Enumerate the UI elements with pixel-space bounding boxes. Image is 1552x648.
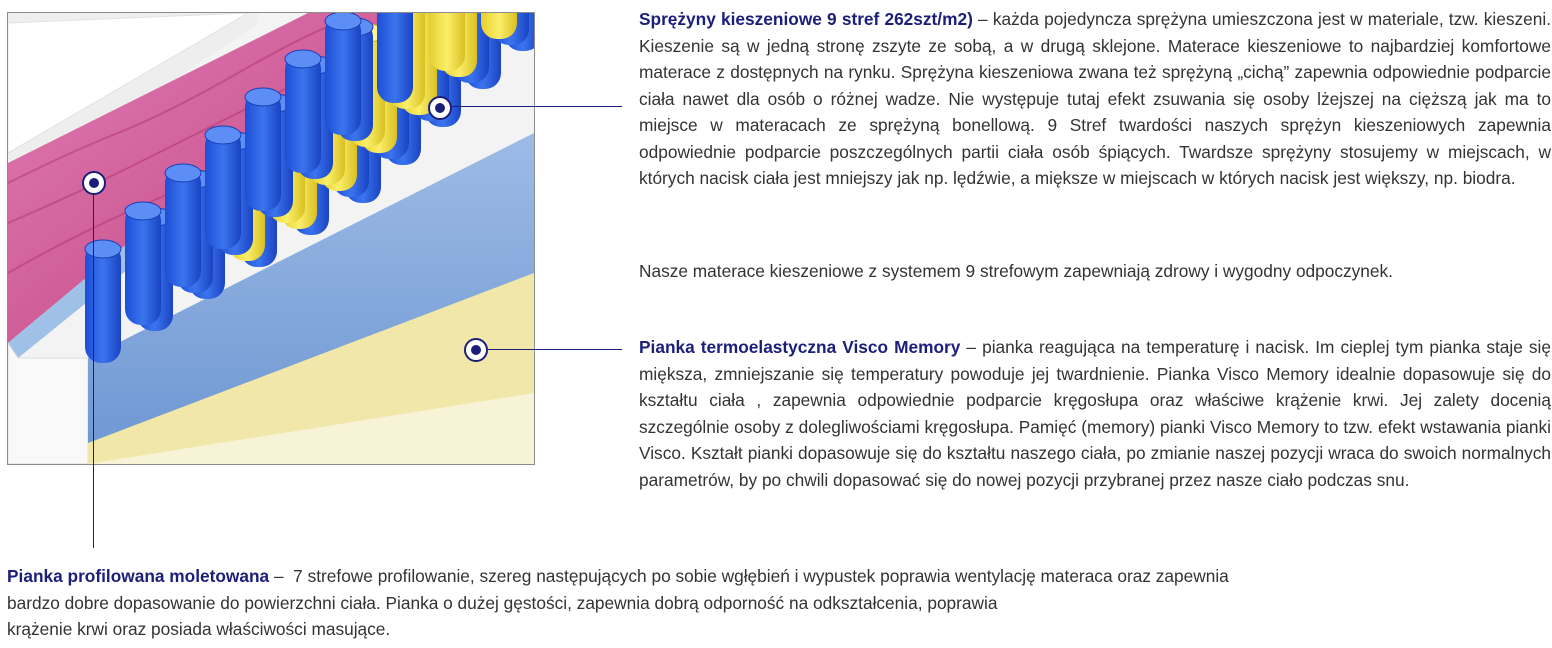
visco-body: pianka reagująca na temperaturę i nacisk. Im cieplej tym pianka staje się miększa, zmniejszanie się temperatury powoduje jej twardnienie. Pianka Visco Memory idealnie dopasowuje się do kształtu ciała , zapewnia odpowiednie podparcie kręgosłupa oraz właściwe krążenie krwi. Jej zalety docenią szczególnie osoby z dolegliwościami kręgosłupa. Pamięć (memory) pianki Visco Memory to tzw. efekt wstawania pianki Visco. Kształt pianki dopasowuje się do kształtu naszego ciała, po zmianie naszej pozycji wraca do swoich normalnych parametrów, by po chwili dopasować się do nowej pozycji przybranej przez nasze ciało podczas snu. <box>639 337 1551 490</box>
springs-dash: – <box>972 9 993 29</box>
spring-column <box>325 15 361 135</box>
springs-title: Sprężyny kieszeniowe 9 stref 262szt/m2) <box>639 9 973 29</box>
spring-top <box>325 13 361 30</box>
spring-column <box>285 53 321 173</box>
marker-visco <box>465 339 487 361</box>
spring-column <box>125 205 161 325</box>
profiled-foam-body-line1: 7 strefowe profilowanie, szereg następujących po sobie wgłębień i wypustek poprawia wentylację materaca oraz zapewnia <box>293 566 1229 586</box>
spring-column <box>165 167 201 287</box>
spring-column <box>85 243 121 363</box>
marker-profiled-foam <box>83 172 105 194</box>
spring-top <box>285 50 321 68</box>
callout-line-springs <box>452 106 622 107</box>
springs-description <box>639 6 1551 192</box>
profiled-foam-dash: – <box>269 566 294 586</box>
profiled-foam-body-line2: bardzo dobre dopasowanie do powierzchni ciała. Pianka o dużej gęstości, zapewnia dobrą odporność na odkształcenia, poprawia <box>7 592 998 613</box>
mattress-cross-section-image <box>7 12 535 465</box>
spring-column <box>205 129 241 249</box>
springs-summary: Nasze materace kieszeniowe z systemem 9 strefowym zapewniają zdrowy i wygodny odpoczynek. <box>639 261 1393 281</box>
callout-line-profiled <box>93 193 94 548</box>
profiled-foam-body-line3: krążenie krwi oraz posiada właściwości masujące. <box>7 619 391 639</box>
spring-top <box>205 126 241 144</box>
marker-springs <box>429 97 451 119</box>
visco-title: Pianka termoelastyczna Visco Memory <box>639 337 961 357</box>
spring-top <box>245 88 281 106</box>
spring-top <box>165 164 201 182</box>
spring-column <box>245 91 281 211</box>
spring-top <box>85 240 121 258</box>
springs-body: każda pojedyncza sprężyna umieszczona jest w materiale, tzw. kieszeni. Kieszenie są w jedną stronę zszyte ze sobą, a w drugą sklejone. Materace kieszeniowe to najbardziej komfortowe materace z dostępnych na rynku. Sprężyna kieszeniowa zwana też sprężyną „cichą” zapewnia odpowiednie podparcie ciała nawet dla osób o różnej wadze. Nie występuje tutaj efekt zsuwania się osoby lżejszej na cięższą jak ma to miejsce w materacach ze sprężyną bonellową. 9 Stref twardości naszych sprężyn kieszeniowych zapewnia odpowiednie podparcie poszczególnych partii ciała osób śpiących. Twardsze sprężyny stosujemy w miejscach, w których nacisk ciała jest mniejszy jak np. lędźwie, a miększe w miejscach w których nacisk jest większy, np. biodra. <box>639 9 1551 188</box>
spring-column <box>377 13 413 103</box>
callout-line-visco <box>488 349 622 350</box>
spring-top <box>125 202 161 220</box>
visco-dash: – <box>960 337 983 357</box>
spring-column <box>429 13 465 71</box>
visco-description <box>639 334 1551 493</box>
profiled-foam-description <box>7 563 1550 643</box>
profiled-foam-title: Pianka profilowana moletowana <box>7 566 270 586</box>
mattress-illustration <box>8 13 534 464</box>
